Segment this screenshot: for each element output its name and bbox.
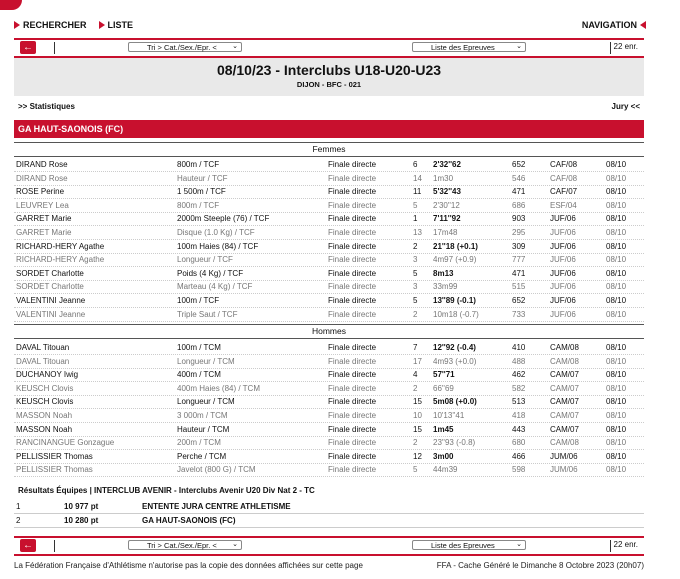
category: CAM/08 — [550, 343, 579, 352]
result-row[interactable] — [14, 185, 644, 199]
category: JUF/06 — [550, 241, 576, 251]
result-row[interactable] — [14, 294, 644, 308]
points: 418 — [512, 411, 526, 420]
performance: 7'11''92 — [433, 214, 461, 224]
event-name[interactable]: Disque (1.0 Kg) / TCF — [177, 228, 255, 237]
event-name[interactable]: 800m / TCF — [177, 200, 220, 210]
round: Finale directe — [328, 370, 377, 380]
category: JUM/06 — [550, 451, 578, 461]
result-row[interactable] — [14, 450, 644, 464]
team-points: 10 280 pt — [64, 516, 99, 525]
team-name: GA HAUT-SAONOIS (FC) — [142, 516, 236, 525]
place: 3 — [413, 255, 418, 265]
athlete-name[interactable]: KEUSCH Clovis — [16, 383, 74, 393]
meeting-header — [14, 58, 644, 96]
athlete-name[interactable]: LEUVREY Lea — [16, 200, 69, 210]
place: 17 — [413, 356, 422, 366]
date: 08/10 — [606, 228, 627, 237]
event-name[interactable]: 400m Haies (84) / TCM — [177, 383, 260, 393]
performance: 1m30 — [433, 173, 454, 183]
date: 08/10 — [606, 343, 627, 352]
event-name[interactable]: 100m / TCF — [177, 296, 220, 305]
points: 546 — [512, 173, 526, 183]
date: 08/10 — [606, 356, 627, 366]
athlete-name[interactable]: RICHARD-HERY Agathe — [16, 241, 105, 251]
round: Finale directe — [328, 309, 377, 319]
top-navigation — [14, 18, 646, 32]
event-name[interactable]: 2000m Steeple (76) / TCF — [177, 214, 270, 224]
page-title: 08/10/23 - Interclubs U18-U20-U23 — [216, 62, 442, 78]
round: Finale directe — [328, 160, 377, 169]
points: 680 — [512, 438, 526, 448]
athlete-name[interactable]: SORDET Charlotte — [16, 282, 84, 292]
athlete-name[interactable]: PELLISSIER Thomas — [16, 451, 93, 461]
event-name[interactable]: Longueur / TCF — [177, 255, 233, 265]
round: Finale directe — [328, 214, 377, 224]
round: Finale directe — [328, 241, 377, 251]
date: 08/10 — [606, 411, 627, 420]
event-name[interactable]: Triple Saut / TCF — [177, 309, 238, 319]
result-row[interactable] — [14, 409, 644, 423]
category: CAF/07 — [550, 187, 578, 197]
event-name[interactable]: 100m / TCM — [177, 343, 221, 352]
date: 08/10 — [606, 438, 627, 448]
performance: 10'13''41 — [433, 411, 465, 420]
club-header: GA HAUT-SAONOIS (FC) — [14, 120, 644, 138]
category: CAM/07 — [550, 424, 579, 434]
place: 4 — [413, 370, 418, 380]
round: Finale directe — [328, 173, 377, 183]
place: 11 — [413, 187, 422, 197]
performance: 2'32''62 — [433, 160, 461, 169]
filter-bar-top — [14, 38, 644, 58]
athlete-name[interactable]: VALENTINI Jeanne — [16, 309, 86, 319]
place: 10 — [413, 411, 422, 420]
place: 12 — [413, 451, 422, 461]
performance: 3m00 — [433, 451, 454, 461]
points: 733 — [512, 309, 526, 319]
place: 6 — [413, 160, 418, 169]
performance: 8m13 — [433, 268, 454, 278]
result-row[interactable] — [14, 158, 644, 172]
round: Finale directe — [328, 438, 377, 448]
arrow-left-icon — [640, 21, 646, 29]
date: 08/10 — [606, 173, 627, 183]
team-row[interactable] — [14, 500, 644, 514]
result-row[interactable] — [14, 280, 644, 294]
performance: 12''92 (-0.4) — [433, 343, 476, 352]
arrow-right-icon — [14, 21, 20, 29]
date: 08/10 — [606, 200, 627, 210]
record-count: 22 enr. — [613, 540, 638, 549]
athlete-name[interactable]: GARRET Marie — [16, 214, 72, 224]
list-link[interactable]: LISTE — [99, 20, 134, 30]
performance: 1m45 — [433, 424, 454, 434]
event-name[interactable]: 400m / TCM — [177, 370, 221, 380]
round: Finale directe — [328, 343, 377, 352]
round: Finale directe — [328, 268, 377, 278]
place: 14 — [413, 173, 422, 183]
points: 515 — [512, 282, 526, 292]
points: 466 — [512, 451, 526, 461]
place: 2 — [413, 383, 418, 393]
round: Finale directe — [328, 187, 377, 197]
points: 471 — [512, 187, 526, 197]
athlete-name[interactable]: PELLISSIER Thomas — [16, 465, 93, 475]
event-name[interactable]: 800m / TCF — [177, 160, 220, 169]
back-button[interactable]: ← — [20, 41, 36, 54]
category: JUF/06 — [550, 309, 576, 319]
date: 08/10 — [606, 255, 627, 265]
footer — [14, 561, 644, 570]
date: 08/10 — [606, 187, 627, 197]
copyright-notice: La Fédération Française d'Athlétisme n'autorise pas la copie des données affichées sur cette page — [14, 561, 363, 570]
result-row[interactable] — [14, 368, 644, 382]
event-name[interactable]: Hauteur / TCF — [177, 173, 228, 183]
athlete-name[interactable]: RANCINANGUE Gonzague — [16, 438, 115, 448]
points: 598 — [512, 465, 526, 475]
section-women: Femmes — [14, 142, 644, 157]
place: 2 — [413, 309, 418, 319]
event-name[interactable]: Longueur / TCM — [177, 356, 235, 366]
athlete-name[interactable]: SORDET Charlotte — [16, 268, 84, 278]
athlete-name[interactable]: ROSE Perine — [16, 187, 65, 197]
athlete-name[interactable]: DUCHANOY Iwig — [16, 370, 79, 380]
athlete-name[interactable]: MASSON Noah — [16, 411, 73, 420]
category: CAM/08 — [550, 356, 579, 366]
performance: 23''93 (-0.8) — [433, 438, 476, 448]
result-row[interactable] — [14, 267, 644, 281]
chevron-down-icon: ⌄ — [232, 541, 238, 548]
category: JUF/06 — [550, 268, 576, 278]
round: Finale directe — [328, 424, 377, 434]
athlete-name[interactable]: KEUSCH Clovis — [16, 397, 74, 407]
team-rank: 2 — [16, 516, 21, 525]
athlete-name[interactable]: DIRAND Rose — [16, 160, 68, 169]
date: 08/10 — [606, 241, 627, 251]
athlete-name[interactable]: DAVAL Titouan — [16, 356, 70, 366]
category: CAM/07 — [550, 370, 579, 380]
statistics-link[interactable]: >> Statistiques — [18, 102, 75, 111]
place: 3 — [413, 282, 418, 292]
points: 462 — [512, 370, 526, 380]
events-select[interactable]: Liste des Epreuves ⌄ — [412, 540, 526, 550]
points: 903 — [512, 214, 526, 224]
sort-select[interactable]: Tri > Cat./Sex./Epr. < ⌄ — [128, 42, 242, 52]
athlete-name[interactable]: GARRET Marie — [16, 228, 72, 237]
team-name: ENTENTE JURA CENTRE ATHLETISME — [142, 502, 291, 511]
date: 08/10 — [606, 268, 627, 278]
category: JUM/06 — [550, 465, 578, 475]
result-row[interactable] — [14, 172, 644, 186]
event-name[interactable]: 1 500m / TCF — [177, 187, 226, 197]
round: Finale directe — [328, 200, 377, 210]
result-row[interactable] — [14, 423, 644, 437]
place: 5 — [413, 296, 418, 305]
navigation-link[interactable]: NAVIGATION — [582, 20, 646, 30]
date: 08/10 — [606, 424, 627, 434]
round: Finale directe — [328, 255, 377, 265]
points: 652 — [512, 160, 526, 169]
round: Finale directe — [328, 282, 377, 292]
event-name[interactable]: Perche / TCM — [177, 451, 227, 461]
place: 2 — [413, 438, 418, 448]
date: 08/10 — [606, 383, 627, 393]
date: 08/10 — [606, 160, 627, 169]
back-button[interactable]: ← — [20, 539, 36, 552]
performance: 10m18 (-0.7) — [433, 309, 479, 319]
performance: 13''89 (-0.1) — [433, 296, 476, 305]
date: 08/10 — [606, 296, 627, 305]
points: 309 — [512, 241, 526, 251]
event-name[interactable]: Javelot (800 G) / TCM — [177, 465, 256, 475]
round: Finale directe — [328, 383, 377, 393]
result-row[interactable] — [14, 355, 644, 369]
points: 295 — [512, 228, 526, 237]
event-name[interactable]: 100m Haies (84) / TCF — [177, 241, 259, 251]
date: 08/10 — [606, 451, 627, 461]
place: 5 — [413, 465, 418, 475]
category: CAM/08 — [550, 438, 579, 448]
performance: 5m08 (+0.0) — [433, 397, 477, 407]
team-points: 10 977 pt — [64, 502, 99, 511]
points: 410 — [512, 343, 526, 352]
date: 08/10 — [606, 397, 627, 407]
arrow-right-icon — [99, 21, 105, 29]
round: Finale directe — [328, 465, 377, 475]
points: 488 — [512, 356, 526, 366]
date: 08/10 — [606, 370, 627, 380]
result-row[interactable] — [14, 199, 644, 213]
date: 08/10 — [606, 282, 627, 292]
chevron-down-icon: ⌄ — [516, 541, 522, 548]
team-row[interactable] — [14, 514, 644, 528]
result-row[interactable] — [14, 436, 644, 450]
place: 7 — [413, 343, 418, 352]
performance: 66''69 — [433, 383, 454, 393]
filter-bar-bottom — [14, 536, 644, 556]
event-name[interactable]: 3 000m / TCM — [177, 411, 228, 420]
event-name[interactable]: Marteau (4 Kg) / TCF — [177, 282, 253, 292]
athlete-name[interactable]: DAVAL Titouan — [16, 343, 70, 352]
cache-info: FFA - Cache Généré le Dimanche 8 Octobre 2023 (20h07) — [436, 561, 644, 570]
result-row[interactable] — [14, 240, 644, 254]
category: JUF/06 — [550, 296, 576, 305]
event-name[interactable]: Longueur / TCM — [177, 397, 235, 407]
result-row[interactable] — [14, 341, 644, 355]
event-name[interactable]: 200m / TCM — [177, 438, 221, 448]
chevron-down-icon: ⌄ — [516, 43, 522, 50]
record-count: 22 enr. — [613, 42, 638, 51]
place: 13 — [413, 228, 422, 237]
performance: 21''18 (+0.1) — [433, 241, 478, 251]
points: 471 — [512, 268, 526, 278]
performance: 2'30''12 — [433, 200, 460, 210]
date: 08/10 — [606, 309, 627, 319]
event-name[interactable]: Poids (4 Kg) / TCF — [177, 268, 244, 278]
place: 2 — [413, 241, 418, 251]
category: CAM/07 — [550, 383, 579, 393]
place: 5 — [413, 268, 418, 278]
round: Finale directe — [328, 411, 377, 420]
round: Finale directe — [328, 296, 377, 305]
category: CAF/08 — [550, 173, 578, 183]
place: 15 — [413, 424, 422, 434]
category: ESF/04 — [550, 200, 577, 210]
result-row[interactable] — [14, 463, 644, 477]
date: 08/10 — [606, 214, 627, 224]
result-row[interactable] — [14, 212, 644, 226]
points: 513 — [512, 397, 526, 407]
jury-link[interactable]: Jury << — [611, 102, 640, 111]
athlete-name[interactable]: VALENTINI Jeanne — [16, 296, 86, 305]
category: CAF/08 — [550, 160, 578, 169]
category: CAM/07 — [550, 397, 579, 407]
sort-select[interactable]: Tri > Cat./Sex./Epr. < ⌄ — [128, 540, 242, 550]
athlete-name[interactable]: MASSON Noah — [16, 424, 73, 434]
performance: 4m97 (+0.9) — [433, 255, 477, 265]
place: 15 — [413, 397, 422, 407]
performance: 4m93 (+0.0) — [433, 356, 477, 366]
section-men: Hommes — [14, 324, 644, 339]
event-name[interactable]: Hauteur / TCM — [177, 424, 230, 434]
result-row[interactable] — [14, 382, 644, 396]
team-rank: 1 — [16, 502, 21, 511]
ffa-logo — [0, 0, 22, 10]
place: 5 — [413, 200, 418, 210]
chevron-down-icon: ⌄ — [232, 43, 238, 50]
points: 443 — [512, 424, 526, 434]
category: CAM/07 — [550, 411, 579, 420]
performance: 5'32''43 — [433, 187, 461, 197]
performance: 17m48 — [433, 228, 458, 237]
points: 652 — [512, 296, 526, 305]
search-link[interactable]: RECHERCHER — [14, 20, 87, 30]
category: JUF/06 — [550, 228, 576, 237]
events-select[interactable]: Liste des Epreuves ⌄ — [412, 42, 526, 52]
athlete-name[interactable]: RICHARD-HERY Agathe — [16, 255, 105, 265]
result-row[interactable] — [14, 253, 644, 267]
team-results-title: Résultats Équipes | INTERCLUB AVENIR - Interclubs Avenir U20 Div Nat 2 - TC — [18, 486, 315, 495]
place: 1 — [413, 214, 418, 224]
result-row[interactable] — [14, 308, 644, 322]
result-row[interactable] — [14, 226, 644, 240]
points: 686 — [512, 200, 526, 210]
points: 777 — [512, 255, 526, 265]
result-row[interactable] — [14, 395, 644, 409]
points: 582 — [512, 383, 526, 393]
category: JUF/06 — [550, 214, 576, 224]
stats-row — [18, 102, 640, 111]
athlete-name[interactable]: DIRAND Rose — [16, 173, 68, 183]
performance: 33m99 — [433, 282, 458, 292]
category: JUF/06 — [550, 255, 576, 265]
date: 08/10 — [606, 465, 627, 475]
performance: 57''71 — [433, 370, 455, 380]
page-subtitle: DIJON - BFC - 021 — [296, 80, 362, 89]
round: Finale directe — [328, 356, 377, 366]
category: JUF/06 — [550, 282, 576, 292]
round: Finale directe — [328, 397, 377, 407]
performance: 44m39 — [433, 465, 458, 475]
round: Finale directe — [328, 451, 377, 461]
round: Finale directe — [328, 228, 377, 237]
